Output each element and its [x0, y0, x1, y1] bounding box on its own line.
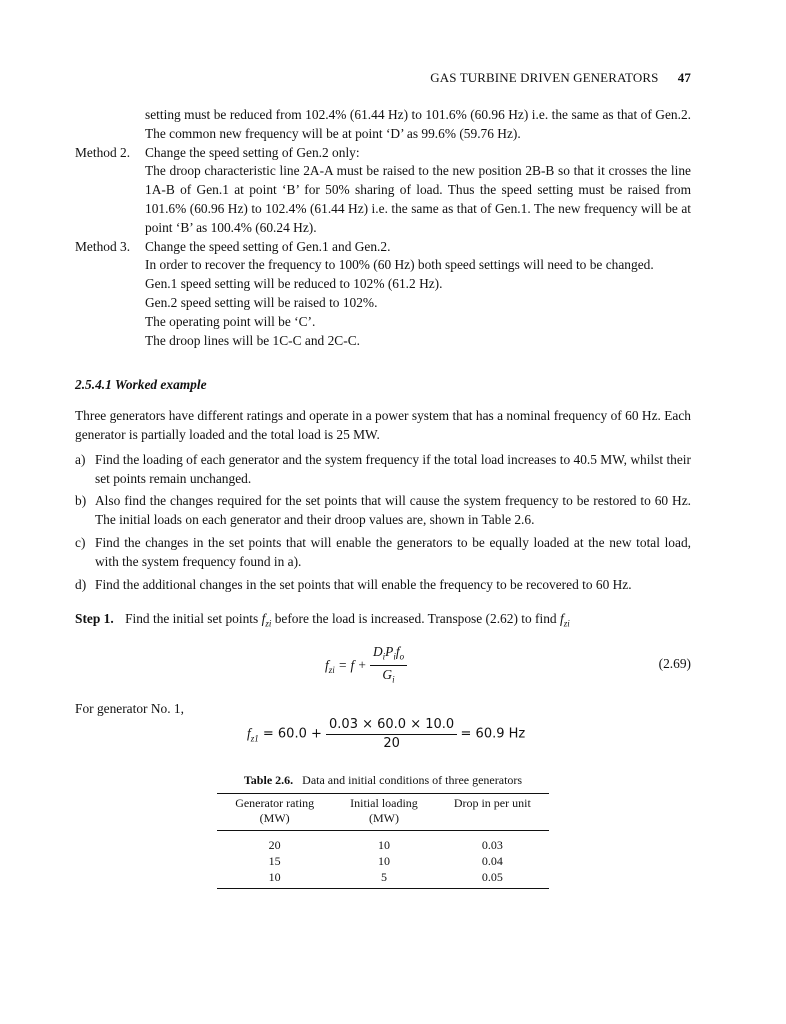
- method3-line: Gen.2 speed setting will be raised to 102%.: [145, 294, 378, 310]
- section-heading: 2.5.4.1 Worked example: [75, 377, 207, 393]
- list-item: c) Find the changes in the set points that will enable the generators to be equally loaded at the new total load, with the system frequency found in a).: [75, 534, 691, 569]
- page-number: 47: [677, 70, 691, 85]
- step1-label: Step 1.: [75, 611, 114, 627]
- equation-2-69: $f_{zi} = f$ + $\frac{D_iP_if_o}{G_i}$ (2.69): [75, 644, 691, 688]
- page-body: [75, 106, 691, 889]
- gen1-fraction: $\frac{0.03 \times 60.0 \times 10.0}{20}$: [326, 717, 457, 752]
- method3-line: In order to recover the frequency to 100% (60 Hz) both speed settings will need to be changed.: [145, 257, 654, 273]
- method2-title: Change the speed setting of Gen.2 only:: [145, 144, 360, 160]
- method1-continuation: setting must be reduced from 102.4% (61.44 Hz) to 101.6% (60.96 Hz) i.e. the same as that of Gen.2. The common new frequency will be at point ‘D’ as 99.6% (59.76 Hz).: [145, 107, 691, 141]
- step1-line: Step 1. Find the initial set points $f_{zi}$ before the load is increased. Transpose (2.62) to find $f_{zi}$: [75, 611, 570, 629]
- list-item: d) Find the additional changes in the set points that will enable the frequency to be recovered to 60 Hz.: [75, 576, 632, 592]
- method2-body: The droop characteristic line 2A-A must be raised to the new position 2B-B so that it crosses the line 1A-B of Gen.1 at point ‘B’ for 50% sharing of load. Thus the speed setting must be raised from 101.6% (60.96 Hz) to 102.4% (61.44 Hz) i.e. the same as that of Gen.1. The new frequency will be at point ‘B’ as 100.4% (60.24 Hz).: [145, 163, 691, 235]
- data-table: [217, 793, 549, 889]
- method3-title: Change the speed setting of Gen.1 and Gen.2.: [145, 238, 391, 254]
- method3-line: Gen.1 speed setting will be reduced to 102% (61.2 Hz).: [145, 276, 443, 292]
- column-header: Generator rating (MW): [235, 796, 315, 826]
- table-row: 15 10 0.04: [268, 854, 503, 869]
- gen1-intro: For generator No. 1,: [75, 700, 184, 716]
- method3: [75, 238, 691, 257]
- section-paragraph: Three generators have different ratings and operate in a power system that has a nominal frequency of 60 Hz. Each generator is partially loaded and the total load is 25 MW.: [75, 408, 691, 442]
- equation-fraction: $\frac{D_iP_if_o}{G_i}$: [370, 644, 407, 688]
- table-caption: Table 2.6. Data and initial conditions of three generators: [243, 772, 523, 787]
- list-item: a) Find the loading of each generator and the system frequency if the total load increases to 40.5 MW, whilst their set points remain unchanged.: [75, 451, 691, 486]
- column-header: Initial loading (MW): [350, 796, 418, 826]
- table-2-6: [75, 771, 691, 890]
- table-row: 10 5 0.05: [268, 870, 503, 885]
- running-title: GAS TURBINE DRIVEN GENERATORS: [430, 70, 659, 85]
- table-row: 20 10 0.03: [268, 838, 503, 853]
- method2: [75, 144, 691, 163]
- method3-line: The droop lines will be 1C-C and 2C-C.: [145, 332, 360, 348]
- equation-number: (2.69): [658, 655, 691, 671]
- list-item: b) Also find the changes required for the set points that will cause the system frequency to be restored to 60 Hz. The initial loads on each generator and their droop values are, shown in Table 2.6.: [75, 493, 691, 528]
- method3-line: The operating point will be ‘C’.: [145, 313, 316, 329]
- method3-label: Method 3.: [75, 238, 131, 254]
- gen1-equation: $f_{z1} = 60.0$ + $\frac{0.03 \times 60.0 \times 10.0}{20}$ = 60.9 Hz: [247, 716, 526, 751]
- column-header: Drop in per unit: [453, 796, 531, 811]
- question-list: [75, 451, 691, 595]
- method2-label: Method 2.: [75, 144, 131, 160]
- running-header: [75, 70, 691, 86]
